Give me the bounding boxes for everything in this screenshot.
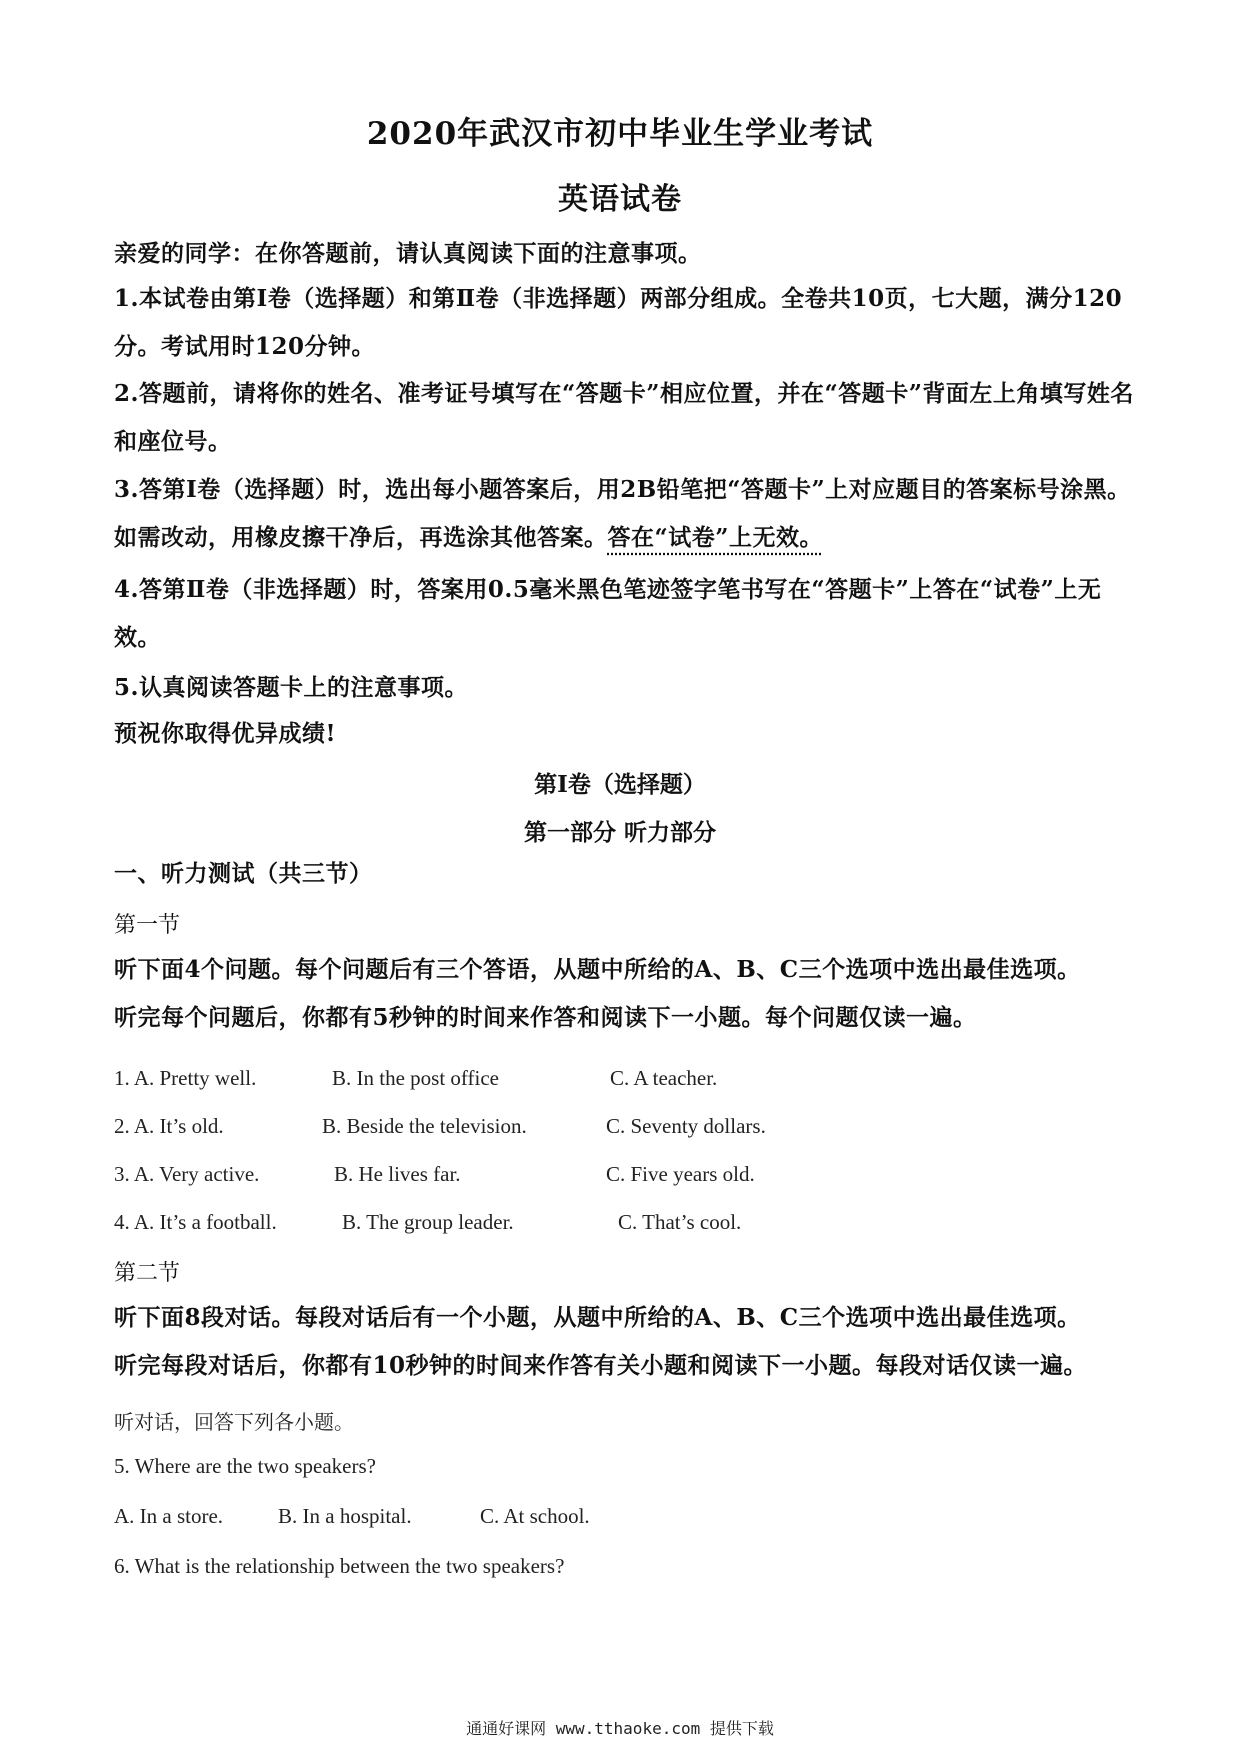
notice-item-3-emphasis: 答在“试卷”上无效。 [607, 524, 823, 551]
question-row [114, 1114, 1014, 1144]
sec2-prompt: 听对话，回答下列各小题。 [114, 1410, 354, 1434]
sec2-label: 第二节 [114, 1261, 181, 1286]
footer-credit: 通通好课网 www.tthaoke.com 提供下载 [466, 1719, 774, 1738]
exam-title: 2020年武汉市初中毕业生学业考试 [366, 116, 874, 152]
question-5-options [114, 1504, 1014, 1534]
question-row [114, 1210, 1014, 1240]
question-5: 5. Where are the two speakers? [114, 1454, 376, 1478]
option-c: C. At school. [480, 1504, 590, 1528]
option-b: B. In the post office [332, 1066, 499, 1090]
option-c: C. A teacher. [610, 1066, 718, 1090]
option-b: B. Beside the television. [322, 1114, 527, 1138]
question-row [114, 1066, 1014, 1096]
option-c: C. Seventy dollars. [606, 1114, 766, 1138]
notice-wish: 预祝你取得优异成绩! [114, 720, 337, 747]
sec2-instruction-1: 听下面8段对话。每段对话后有一个小题，从题中所给的A、B、C三个选项中选出最佳选项。 [114, 1304, 1081, 1331]
volume-heading: 第Ⅰ卷（选择题） [534, 771, 706, 798]
question-row [114, 1162, 1014, 1192]
exam-subtitle: 英语试卷 [558, 182, 682, 217]
question-6: 6. What is the relationship between the two speakers? [114, 1554, 565, 1578]
notice-item-3-text: 3.答第Ⅰ卷（选择题）时，选出每小题答案后，用2B铅笔把“答题卡”上对应题目的答案标号涂黑。如需改动，用橡皮擦干净后，再选涂其他答案。 [114, 476, 1131, 551]
part-heading: 第一部分 听力部分 [523, 819, 716, 846]
notice-intro: 亲爱的同学：在你答题前，请认真阅读下面的注意事项。 [114, 240, 702, 267]
option-a: 1. A. Pretty well. [114, 1066, 257, 1090]
notice-item-2: 2.答题前，请将你的姓名、准考证号填写在“答题卡”相应位置，并在“答题卡”背面左上角填写姓名和座位号。 [114, 380, 1134, 455]
option-b: B. In a hospital. [278, 1504, 412, 1528]
sec1-instruction-1: 听下面4个问题。每个问题后有三个答语，从题中所给的A、B、C三个选项中选出最佳选项。 [114, 956, 1081, 983]
option-a: 4. A. It’s a football. [114, 1210, 277, 1234]
option-b: B. The group leader. [342, 1210, 514, 1234]
notice-item-3 [114, 466, 1134, 562]
option-a: A. In a store. [114, 1504, 224, 1528]
notice-item-5: 5.认真阅读答题卡上的注意事项。 [114, 674, 469, 701]
notice-item-4: 4.答第Ⅱ卷（非选择题）时，答案用0.5毫米黑色笔迹签字笔书写在“答题卡”上答在“试卷”上无效。 [114, 576, 1102, 651]
sec2-instruction-2: 听完每段对话后，你都有10秒钟的时间来作答有关小题和阅读下一小题。每段对话仅读一遍。 [114, 1352, 1088, 1379]
notice-item-1: 1.本试卷由第Ⅰ卷（选择题）和第Ⅱ卷（非选择题）两部分组成。全卷共10页，七大题，满分120分。考试用时120分钟。 [114, 285, 1123, 360]
section-heading: 一、听力测试（共三节） [114, 860, 373, 887]
option-b: B. He lives far. [334, 1162, 461, 1186]
sec1-instruction-2: 听完每个问题后，你都有5秒钟的时间来作答和阅读下一小题。每个问题仅读一遍。 [114, 1004, 977, 1031]
option-a: 3. A. Very active. [114, 1162, 260, 1186]
option-c: C. Five years old. [606, 1162, 755, 1186]
option-a: 2. A. It’s old. [114, 1114, 224, 1138]
option-c: C. That’s cool. [618, 1210, 742, 1234]
sec1-label: 第一节 [114, 913, 181, 938]
